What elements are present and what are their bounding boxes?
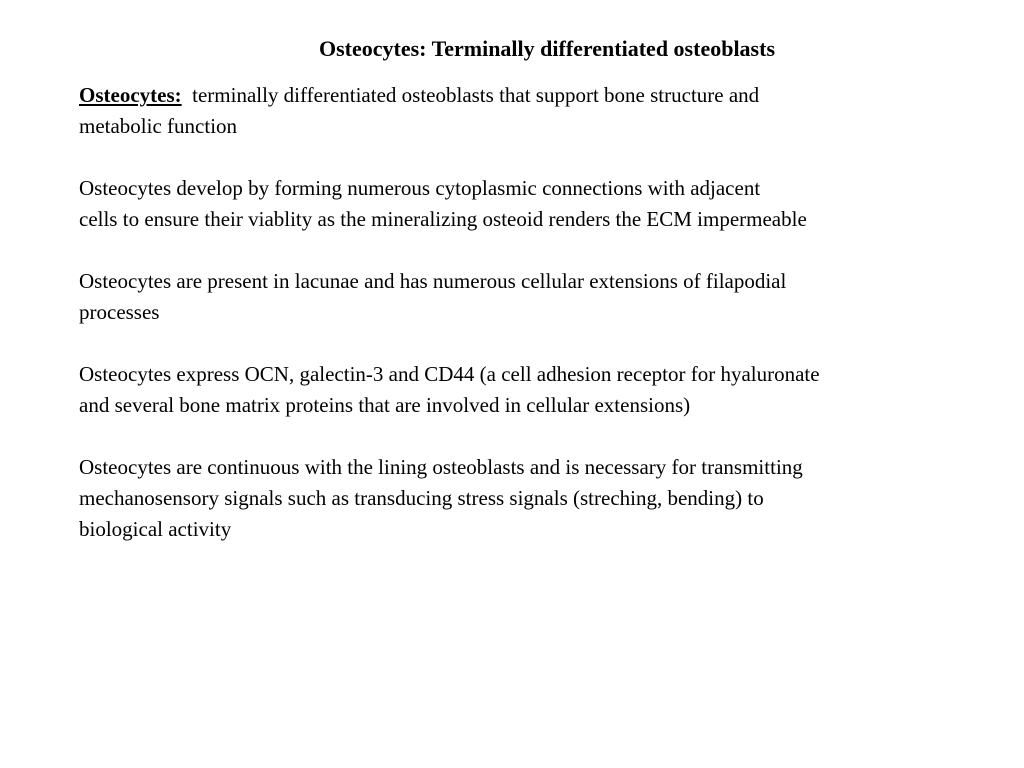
definition-text: terminally differentiated osteoblasts that support bone structure and bbox=[192, 83, 760, 107]
definition-term: Osteocytes: bbox=[79, 83, 182, 107]
slide-body bbox=[79, 80, 1009, 576]
paragraph-mechanosensing bbox=[79, 452, 1009, 545]
definition-paragraph bbox=[79, 80, 1009, 142]
paragraph-line: biological activity bbox=[79, 517, 232, 541]
paragraph-line: Osteocytes develop by forming numerous cytoplasmic connections with adjacent bbox=[79, 176, 761, 200]
paragraph-line: and several bone matrix proteins that are involved in cellular extensions) bbox=[79, 393, 691, 417]
paragraph-development bbox=[79, 173, 1009, 235]
definition-text-continued: metabolic function bbox=[79, 114, 238, 138]
paragraph-line: processes bbox=[79, 300, 160, 324]
paragraph-line: Osteocytes are continuous with the lining osteoblasts and is necessary for transmitting bbox=[79, 455, 803, 479]
slide-title: Osteocytes: Terminally differentiated osteoblasts bbox=[318, 36, 776, 61]
paragraph-markers bbox=[79, 359, 1009, 421]
paragraph-line: Osteocytes express OCN, galectin-3 and CD44 (a cell adhesion receptor for hyaluronate bbox=[79, 362, 820, 386]
paragraph-line: mechanosensory signals such as transducing stress signals (streching, bending) to bbox=[79, 486, 764, 510]
paragraph-lacunae bbox=[79, 266, 1009, 328]
paragraph-line: cells to ensure their viablity as the mineralizing osteoid renders the ECM impermeable bbox=[79, 207, 807, 231]
definition-line-1 bbox=[79, 80, 1009, 111]
paragraph-line: Osteocytes are present in lacunae and has numerous cellular extensions of filapodial bbox=[79, 269, 787, 293]
